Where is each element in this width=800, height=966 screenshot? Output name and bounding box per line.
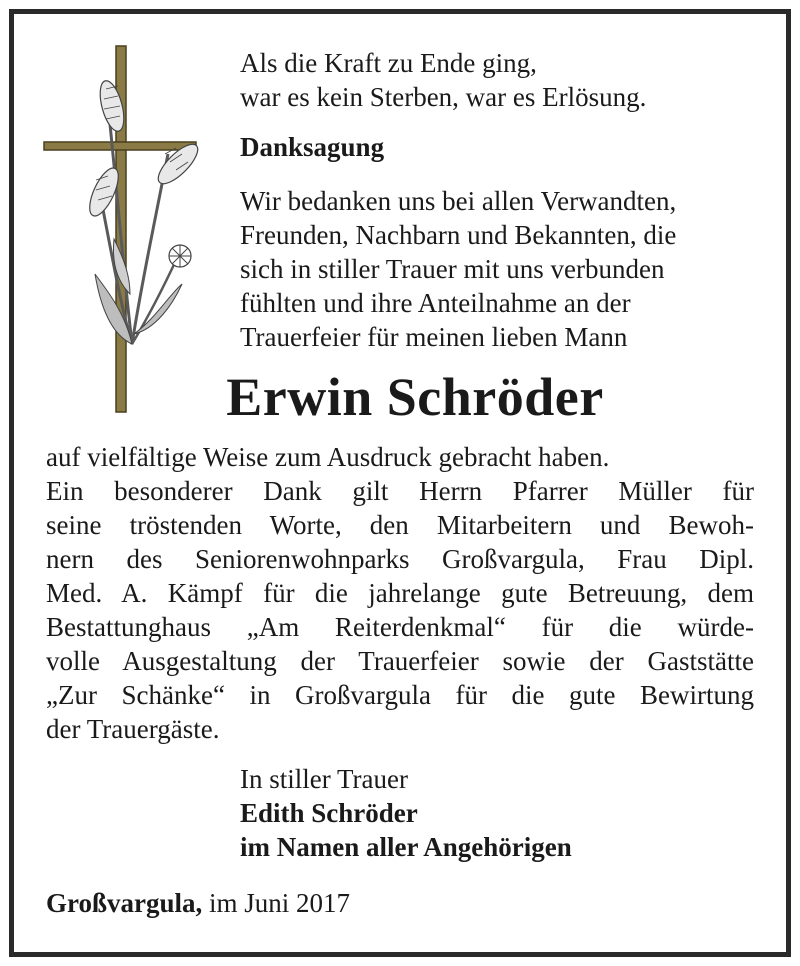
intro-line: fühlten und ihre Anteilnahme an der	[240, 288, 631, 318]
body-line: „Zur Schänke“ in Großvargula für die gute Bewirtung	[46, 680, 754, 710]
motto-line: Als die Kraft zu Ende ging,	[240, 48, 537, 78]
footer-date: im Juni 2017	[209, 888, 351, 918]
signature-line: In stiller Trauer	[240, 764, 408, 794]
intro-line: Freunden, Nachbarn und Bekannten, die	[240, 220, 677, 250]
motto-line: war es kein Sterben, war es Erlösung.	[240, 82, 647, 112]
signature-name: Edith Schröder	[240, 798, 418, 828]
body-line: Bestattunghaus „Am Reiterdenkmal“ für die würde-	[46, 612, 754, 642]
body-line: seine tröstenden Worte, den Mitarbeitern und Bewoh-	[46, 510, 754, 540]
body-paragraph	[46, 440, 754, 746]
intro-line: Wir bedanken uns bei allen Verwandten,	[240, 186, 677, 216]
body-line: Ein besonderer Dank gilt Herrn Pfarrer Müller für	[46, 476, 754, 506]
footer-place: Großvargula,	[46, 888, 203, 918]
signature	[240, 762, 780, 864]
body-line: der Trauergäste.	[46, 714, 220, 744]
intro-line: Trauerfeier für meinen lieben Mann	[240, 322, 628, 352]
body-line: Med. A. Kämpf für die jahrelange gute Betreuung, dem	[46, 578, 754, 608]
cross-with-wheat-icon	[40, 44, 210, 414]
footer-place-date	[46, 886, 350, 920]
body-line: volle Ausgestaltung der Trauerfeier sowie der Gaststätte	[46, 646, 754, 676]
intro-paragraph	[240, 184, 780, 354]
motto	[240, 46, 780, 114]
heading-danksagung: Danksagung	[240, 132, 385, 162]
body-line: auf vielfältige Weise zum Ausdruck gebracht haben.	[46, 442, 610, 472]
body-line: nern des Seniorenwohnparks Großvargula, Frau Dipl.	[46, 544, 754, 574]
deceased-name: Erwin Schröder	[226, 367, 604, 427]
intro-line: sich in stiller Trauer mit uns verbunden	[240, 254, 665, 284]
signature-family: im Namen aller Angehörigen	[240, 832, 572, 862]
